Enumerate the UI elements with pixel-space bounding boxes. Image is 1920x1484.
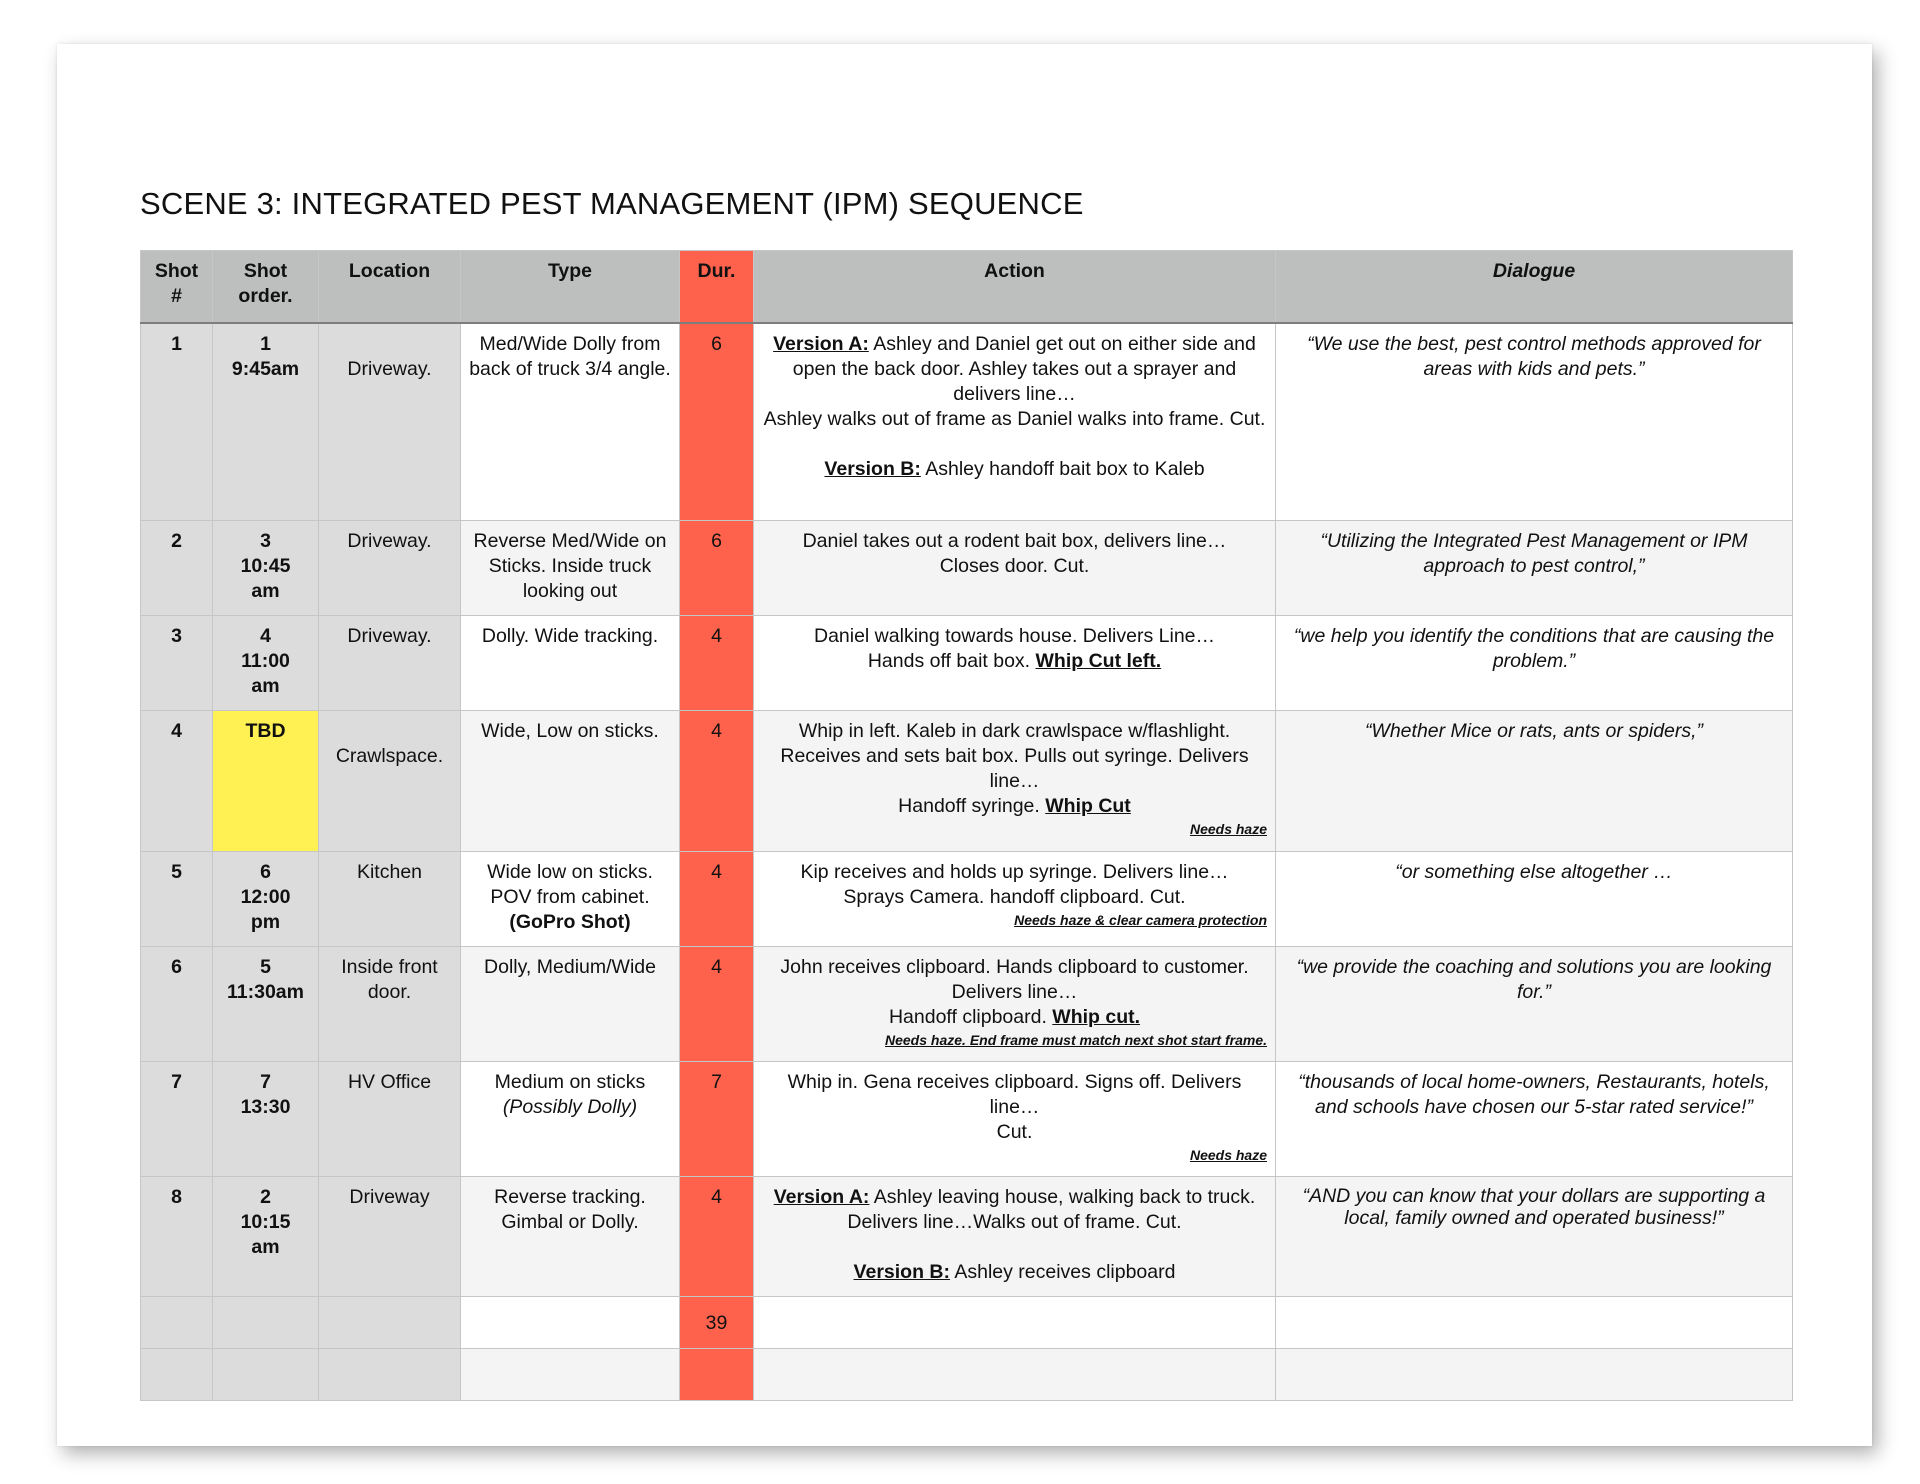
production-note: Needs haze & clear camera protection (1014, 912, 1267, 928)
shot-type: Wide, Low on sticks. (461, 711, 680, 852)
shot-duration: 4 (680, 711, 754, 852)
shot-type: Wide low on sticks. POV from cabinet. (GoPro Shot) (461, 852, 680, 947)
whip-cut-cue: Whip Cut (1045, 795, 1131, 817)
shot-action: John receives clipboard. Hands clipboard to customer. Delivers line… Handoff clipboard. Whip cut. Needs haze. End frame must match next shot start frame. (754, 947, 1276, 1062)
shot-location: Driveway (319, 1177, 461, 1297)
total-duration: 39 (680, 1297, 754, 1349)
production-note: Needs haze (1189, 821, 1267, 837)
shot-duration: 6 (680, 521, 754, 616)
shot-order: 5 11:30am (213, 947, 319, 1062)
shot-type: Reverse Med/Wide on Sticks. Inside truck looking out (461, 521, 680, 616)
shot-dialogue: “or something else altogether … (1276, 852, 1793, 947)
shot-number: 6 (141, 947, 213, 1062)
production-note: Needs haze (1189, 1147, 1267, 1163)
version-b-label: Version B: (824, 457, 921, 480)
production-note: Needs haze. End frame must match next shot start frame. (885, 1032, 1267, 1048)
table-row (141, 521, 1793, 616)
shot-number: 1 (141, 323, 213, 521)
shot-number: 3 (141, 616, 213, 711)
whip-cut-cue: Whip Cut left. (1035, 650, 1162, 672)
shot-action: Whip in. Gena receives clipboard. Signs off. Delivers line… Cut. Needs haze (754, 1062, 1276, 1177)
table-row (141, 1177, 1793, 1297)
total-row (141, 1297, 1793, 1349)
header-shot-order: Shot order. (213, 251, 319, 323)
table-row (141, 323, 1793, 521)
document-page (57, 44, 1872, 1446)
shot-order: 2 10:15 am (213, 1177, 319, 1297)
table-row (141, 616, 1793, 711)
shot-action: Daniel walking towards house. Delivers Line… Hands off bait box. Whip Cut left. (754, 616, 1276, 711)
header-type: Type (461, 251, 680, 323)
shot-action: Version A: Ashley leaving house, walking back to truck. Delivers line…Walks out of frame. Cut. Version B: Ashley receives clipboard (754, 1177, 1276, 1297)
shot-location: Kitchen (319, 852, 461, 947)
shot-location: Crawlspace. (319, 711, 461, 852)
shot-dialogue: “we provide the coaching and solutions you are looking for.” (1276, 947, 1793, 1062)
shot-number: 4 (141, 711, 213, 852)
shot-type: Dolly. Wide tracking. (461, 616, 680, 711)
shot-dialogue: “We use the best, pest control methods approved for areas with kids and pets.” (1276, 323, 1793, 521)
shot-duration: 4 (680, 616, 754, 711)
shot-dialogue: “AND you can know that your dollars are supporting a local, family owned and operated business!” (1276, 1177, 1793, 1297)
shot-list-table (140, 250, 1793, 1401)
table-header-row (141, 251, 1793, 323)
shot-action: Whip in left. Kaleb in dark crawlspace w/flashlight. Receives and sets bait box. Pulls out syringe. Delivers line… Handoff syringe. Whip Cut Needs haze (754, 711, 1276, 852)
shot-dialogue: “we help you identify the conditions that are causing the problem.” (1276, 616, 1793, 711)
shot-order: 1 9:45am (213, 323, 319, 521)
table-row (141, 947, 1793, 1062)
shot-dialogue: “Whether Mice or rats, ants or spiders,” (1276, 711, 1793, 852)
shot-action: Kip receives and holds up syringe. Delivers line… Sprays Camera. handoff clipboard. Cut. Needs haze & clear camera protection (754, 852, 1276, 947)
header-dialogue: Dialogue (1276, 251, 1793, 323)
shot-order: 4 11:00 am (213, 616, 319, 711)
shot-location: Inside front door. (319, 947, 461, 1062)
shot-location: Driveway. (319, 616, 461, 711)
shot-type: Med/Wide Dolly from back of truck 3/4 angle. (461, 323, 680, 521)
shot-duration: 6 (680, 323, 754, 521)
empty-row (141, 1349, 1793, 1401)
shot-number: 8 (141, 1177, 213, 1297)
version-a-label: Version A: (773, 1186, 870, 1208)
shot-number: 7 (141, 1062, 213, 1177)
shot-duration: 7 (680, 1062, 754, 1177)
table-row (141, 711, 1793, 852)
shot-order-tbd: TBD (213, 711, 319, 852)
header-duration: Dur. (680, 251, 754, 323)
shot-number: 5 (141, 852, 213, 947)
table-row (141, 1062, 1793, 1177)
header-action: Action (754, 251, 1276, 323)
shot-duration: 4 (680, 947, 754, 1062)
shot-duration: 4 (680, 1177, 754, 1297)
shot-action: Daniel takes out a rodent bait box, delivers line… Closes door. Cut. (754, 521, 1276, 616)
shot-location: HV Office (319, 1062, 461, 1177)
whip-cut-cue: Whip cut. (1052, 1006, 1141, 1028)
shot-dialogue: “Utilizing the Integrated Pest Management or IPM approach to pest control,” (1276, 521, 1793, 616)
version-b-label: Version B: (853, 1261, 950, 1283)
header-shot-number: Shot # (141, 251, 213, 323)
page-title: SCENE 3: INTEGRATED PEST MANAGEMENT (IPM) SEQUENCE (140, 186, 1084, 221)
shot-location: Driveway. (319, 323, 461, 521)
shot-order: 3 10:45 am (213, 521, 319, 616)
shot-type: Dolly, Medium/Wide (461, 947, 680, 1062)
shot-type: Reverse tracking. Gimbal or Dolly. (461, 1177, 680, 1297)
shot-type: Medium on sticks (Possibly Dolly) (461, 1062, 680, 1177)
table-row (141, 852, 1793, 947)
shot-dialogue: “thousands of local home-owners, Restaurants, hotels, and schools have chosen our 5-star rated service!” (1276, 1062, 1793, 1177)
shot-duration: 4 (680, 852, 754, 947)
shot-order: 6 12:00 pm (213, 852, 319, 947)
shot-number: 2 (141, 521, 213, 616)
shot-order: 7 13:30 (213, 1062, 319, 1177)
header-location: Location (319, 251, 461, 323)
shot-action: Version A: Ashley and Daniel get out on either side and open the back door. Ashley takes out a sprayer and delivers line… Ashley walks out of frame as Daniel walks into frame. Cut. Version B: Ashley handoff bait box to Kaleb (754, 323, 1276, 521)
shot-location: Driveway. (319, 521, 461, 616)
version-a-label: Version A: (773, 332, 869, 355)
